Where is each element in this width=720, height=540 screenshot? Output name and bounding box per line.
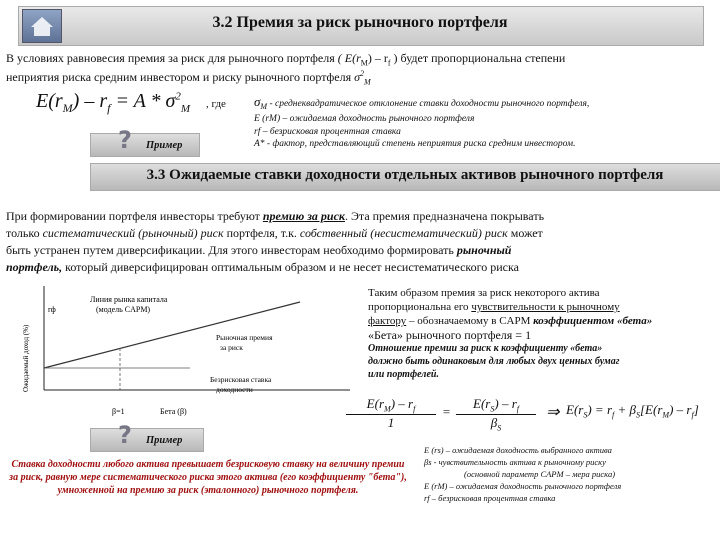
- question-icon: ?: [118, 126, 132, 154]
- question-icon-2: ?: [118, 421, 132, 449]
- sml-label-2: (модель CAPM): [96, 305, 151, 314]
- example-bar-1[interactable]: [90, 133, 200, 157]
- x-axis-label: Бета (β): [160, 407, 187, 416]
- beta1-label: β=1: [112, 407, 125, 416]
- formula-risk-premium: $E(r_M) - r_f = A * \sigma^2_M$: [36, 90, 190, 115]
- intro-line-1: В условиях равновесия премия за риск для рыночного портфеля ( $E(r_M) - r_f$ ) будет пропорциональна степени: [6, 51, 566, 68]
- red-conclusion: Ставка доходности любого актива превышает безрисковую ставку на величину премии за риск, равную мере систематического риска этого актива (его коэффициенту "бета"), умноженной на премию за риск (эталонного) рыночного портфеля.: [9, 459, 407, 496]
- example-label-2: Пример: [146, 435, 183, 446]
- prem-label-2: за риск: [220, 343, 243, 352]
- example-label-1: Пример: [146, 140, 183, 151]
- prem-label-1: Рыночная премия: [216, 333, 273, 342]
- right-text: Таким образом премия за риск некоторого актива пропорциональна его чувствительности к рыночному фактору – обозначаемому в CAPM коэффициентом «бета» «Бета» рыночного портфеля = 1 Отношение премии за риск к коэффициенту «бета» должно быть одинаковым для любых двух ценных бумаг или портфелей.: [368, 287, 653, 380]
- capm-legend: E (rs) – ожидаемая доходность выбранного актива βs - чувствительность актива к рыночному риску (основной параметр CAPM – мера риска) E (rM) – ожидаемая доходность рыночного портфеля rf – безрисковая процентная ставка: [424, 445, 622, 503]
- where-label: , где: [206, 98, 226, 110]
- y-axis-label: Ожидаемый доход (%): [22, 324, 30, 392]
- page-title: 3.2 Премия за риск рыночного портфеля: [212, 14, 508, 31]
- sml-label-1: Линия рынка капитала: [90, 295, 168, 304]
- rf-label-1: Безрисковая ставка: [210, 375, 272, 384]
- intro-line-2: неприятия риска средним инвестором и риску рыночного портфеля $\sigma^2_M$: [6, 69, 371, 87]
- definitions: $\sigma_M$ - среднеквадратическое отклонение ставки доходности рыночного портфеля, E (rM) – ожидаемая доходность рыночного портфеля rf – безрисковая процентная ставка A* - фактор, представляющий степень неприятия риска средним инвестором.: [254, 94, 590, 150]
- rf-tick: rф: [48, 305, 56, 314]
- rf-label-2: доходности: [216, 385, 253, 394]
- paragraph: При формировании портфеля инвесторы требуют премию за риск. Эта премия предназначена покрывать только систематический (рыночный) риск портфеля, т.к. собственный (несистематический) риск может быть устранен путем диверсификации. Для этого инвесторам необходимо формировать рыночный портфель, который диверсифицирован оптимальным образом и не несет несистематического риска: [6, 209, 545, 274]
- section-title: 3.3 Ожидаемые ставки доходности отдельных активов рыночного портфеля: [146, 167, 664, 183]
- sml-diagram: [20, 282, 360, 422]
